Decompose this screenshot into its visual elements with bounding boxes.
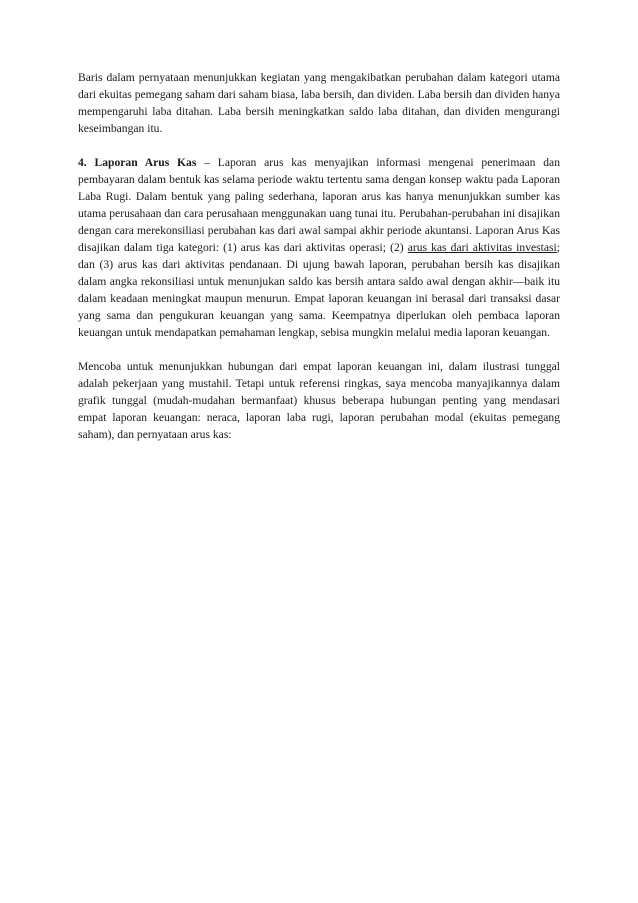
paragraph-cash-flow <box>78 154 560 341</box>
cash-flow-text-part-2: ; dan (3) arus kas dari aktivitas pendanaan. Di ujung bawah laporan, perubahan bersih kas disajikan dalam angka rekonsiliasi untuk menunjukan saldo kas bersih antara saldo awal dengan akhir—baik itu dalam keadaan meningkat maupun menurun. Empat laporan keuangan ini berasal dari transaksi dasar yang sama dan pengukuran keuangan yang sama. Keempatnya diperlukan oleh pembaca laporan keuangan untuk mendapatkan pemahaman lengkap, sebisa mungkin melalui media laporan keuangan. <box>78 241 560 339</box>
document-page <box>78 69 560 460</box>
paragraph-equity-statement: Baris dalam pernyataan menunjukkan kegiatan yang mengakibatkan perubahan dalam kategori utama dari ekuitas pemegang saham dari saham biasa, laba bersih, dan dividen. Laba bersih dan dividen hanya mempengaruhi laba ditahan. Laba bersih meningkatkan saldo laba ditahan, dan dividen mengurangi keseimbangan itu. <box>78 71 560 135</box>
section-heading-cash-flow: 4. Laporan Arus Kas <box>78 156 197 169</box>
paragraph-relationship: Mencoba untuk menunjukkan hubungan dari empat laporan keuangan ini, dalam ilustrasi tunggal adalah pekerjaan yang mustahil. Tetapi untuk referensi ringkas, saya mencoba manyajikannya dalam grafik tunggal (mudah-mudahan bermanfaat) khusus beberapa hubungan penting yang mendasari empat laporan keuangan: neraca, laporan laba rugi, laporan perubahan modal (ekuitas pemegang saham), dan pernyataan arus kas: <box>78 360 560 441</box>
cash-flow-text-part-1: – Laporan arus kas menyajikan informasi mengenai penerimaan dan pembayaran dalam bentuk kas selama periode waktu tertentu sama dengan konsep waktu pada Laporan Laba Rugi. Dalam bentuk yang paling sederhana, laporan arus kas hanya menunjukkan sumber kas utama perusahaan dan cara perusahaan menggunakan uang tunai itu. Perubahan-perubahan ini disajikan dengan cara merekonsiliasi perubahan kas dari awal sampai akhir periode akuntansi. Laporan Arus Kas disajikan dalam tiga kategori: (1) arus kas dari aktivitas operasi; (2) <box>78 156 560 254</box>
investing-activities-link[interactable]: arus kas dari aktivitas investasi <box>407 241 557 254</box>
